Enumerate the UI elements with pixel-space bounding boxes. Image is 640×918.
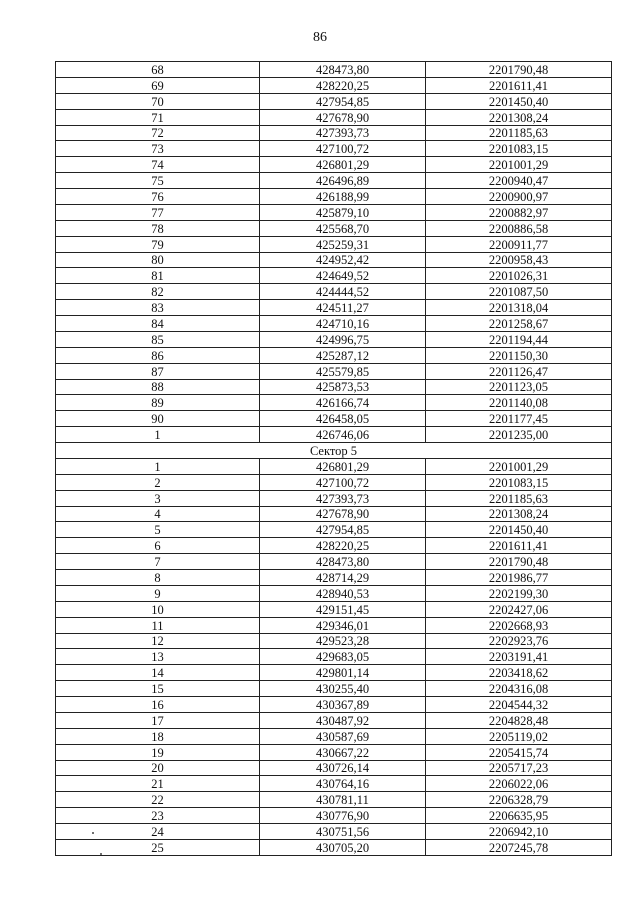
y-coordinate-cell: 2201308,24 bbox=[426, 109, 612, 125]
y-coordinate-cell: 2201790,48 bbox=[426, 62, 612, 78]
y-coordinate-cell: 2200882,97 bbox=[426, 204, 612, 220]
table-row bbox=[56, 633, 612, 649]
y-coordinate-cell: 2204544,32 bbox=[426, 697, 612, 713]
y-coordinate-cell: 2201083,15 bbox=[426, 141, 612, 157]
section-row bbox=[56, 443, 612, 459]
y-coordinate-cell: 2203191,41 bbox=[426, 649, 612, 665]
point-number-cell: 22 bbox=[56, 792, 260, 808]
table-row bbox=[56, 141, 612, 157]
x-coordinate-cell: 427393,73 bbox=[260, 125, 426, 141]
table-row bbox=[56, 62, 612, 78]
point-number-cell: 72 bbox=[56, 125, 260, 141]
coordinates-table bbox=[55, 61, 612, 856]
x-coordinate-cell: 424649,52 bbox=[260, 268, 426, 284]
y-coordinate-cell: 2202923,76 bbox=[426, 633, 612, 649]
x-coordinate-cell: 430587,69 bbox=[260, 728, 426, 744]
table-row bbox=[56, 252, 612, 268]
y-coordinate-cell: 2201083,15 bbox=[426, 474, 612, 490]
table-row bbox=[56, 189, 612, 205]
table-row bbox=[56, 570, 612, 586]
table-row bbox=[56, 93, 612, 109]
x-coordinate-cell: 428940,53 bbox=[260, 585, 426, 601]
y-coordinate-cell: 2200911,77 bbox=[426, 236, 612, 252]
scan-speck bbox=[100, 853, 102, 855]
table-row bbox=[56, 792, 612, 808]
x-coordinate-cell: 430255,40 bbox=[260, 681, 426, 697]
table-row bbox=[56, 125, 612, 141]
page-number: 86 bbox=[313, 30, 327, 45]
y-coordinate-cell: 2201450,40 bbox=[426, 93, 612, 109]
point-number-cell: 88 bbox=[56, 379, 260, 395]
x-coordinate-cell: 427678,90 bbox=[260, 506, 426, 522]
point-number-cell: 87 bbox=[56, 363, 260, 379]
point-number-cell: 7 bbox=[56, 554, 260, 570]
y-coordinate-cell: 2200886,58 bbox=[426, 220, 612, 236]
y-coordinate-cell: 2201123,05 bbox=[426, 379, 612, 395]
point-number-cell: 3 bbox=[56, 490, 260, 506]
table-row bbox=[56, 728, 612, 744]
table-row bbox=[56, 411, 612, 427]
table-row bbox=[56, 236, 612, 252]
y-coordinate-cell: 2200958,43 bbox=[426, 252, 612, 268]
point-number-cell: 77 bbox=[56, 204, 260, 220]
x-coordinate-cell: 424511,27 bbox=[260, 300, 426, 316]
x-coordinate-cell: 425873,53 bbox=[260, 379, 426, 395]
y-coordinate-cell: 2206635,95 bbox=[426, 808, 612, 824]
y-coordinate-cell: 2201308,24 bbox=[426, 506, 612, 522]
table-row bbox=[56, 474, 612, 490]
y-coordinate-cell: 2201450,40 bbox=[426, 522, 612, 538]
table-row bbox=[56, 331, 612, 347]
x-coordinate-cell: 424952,42 bbox=[260, 252, 426, 268]
x-coordinate-cell: 430726,14 bbox=[260, 760, 426, 776]
y-coordinate-cell: 2201026,31 bbox=[426, 268, 612, 284]
point-number-cell: 14 bbox=[56, 665, 260, 681]
table-row bbox=[56, 554, 612, 570]
y-coordinate-cell: 2206942,10 bbox=[426, 824, 612, 840]
table-row bbox=[56, 77, 612, 93]
x-coordinate-cell: 427678,90 bbox=[260, 109, 426, 125]
x-coordinate-cell: 427100,72 bbox=[260, 474, 426, 490]
y-coordinate-cell: 2201790,48 bbox=[426, 554, 612, 570]
point-number-cell: 25 bbox=[56, 839, 260, 855]
x-coordinate-cell: 424444,52 bbox=[260, 284, 426, 300]
y-coordinate-cell: 2204828,48 bbox=[426, 712, 612, 728]
point-number-cell: 4 bbox=[56, 506, 260, 522]
y-coordinate-cell: 2202668,93 bbox=[426, 617, 612, 633]
x-coordinate-cell: 430705,20 bbox=[260, 839, 426, 855]
point-number-cell: 21 bbox=[56, 776, 260, 792]
table-body-top bbox=[56, 62, 612, 443]
point-number-cell: 2 bbox=[56, 474, 260, 490]
x-coordinate-cell: 426458,05 bbox=[260, 411, 426, 427]
table-row bbox=[56, 173, 612, 189]
point-number-cell: 12 bbox=[56, 633, 260, 649]
x-coordinate-cell: 429801,14 bbox=[260, 665, 426, 681]
table-row bbox=[56, 109, 612, 125]
point-number-cell: 15 bbox=[56, 681, 260, 697]
point-number-cell: 24 bbox=[56, 824, 260, 840]
y-coordinate-cell: 2201001,29 bbox=[426, 157, 612, 173]
table-row bbox=[56, 379, 612, 395]
point-number-cell: 83 bbox=[56, 300, 260, 316]
y-coordinate-cell: 2201001,29 bbox=[426, 458, 612, 474]
x-coordinate-cell: 425568,70 bbox=[260, 220, 426, 236]
x-coordinate-cell: 426801,29 bbox=[260, 458, 426, 474]
table-row bbox=[56, 427, 612, 443]
y-coordinate-cell: 2205415,74 bbox=[426, 744, 612, 760]
table-row bbox=[56, 347, 612, 363]
x-coordinate-cell: 429683,05 bbox=[260, 649, 426, 665]
x-coordinate-cell: 424710,16 bbox=[260, 316, 426, 332]
point-number-cell: 6 bbox=[56, 538, 260, 554]
table-row bbox=[56, 776, 612, 792]
x-coordinate-cell: 427100,72 bbox=[260, 141, 426, 157]
table-row bbox=[56, 363, 612, 379]
x-coordinate-cell: 430487,92 bbox=[260, 712, 426, 728]
x-coordinate-cell: 426166,74 bbox=[260, 395, 426, 411]
x-coordinate-cell: 430764,16 bbox=[260, 776, 426, 792]
point-number-cell: 74 bbox=[56, 157, 260, 173]
point-number-cell: 89 bbox=[56, 395, 260, 411]
table-body-bottom bbox=[56, 458, 612, 855]
point-number-cell: 9 bbox=[56, 585, 260, 601]
y-coordinate-cell: 2201126,47 bbox=[426, 363, 612, 379]
point-number-cell: 79 bbox=[56, 236, 260, 252]
table-row bbox=[56, 824, 612, 840]
y-coordinate-cell: 2201611,41 bbox=[426, 538, 612, 554]
table-row bbox=[56, 538, 612, 554]
point-number-cell: 82 bbox=[56, 284, 260, 300]
point-number-cell: 81 bbox=[56, 268, 260, 284]
y-coordinate-cell: 2205717,23 bbox=[426, 760, 612, 776]
table-row bbox=[56, 585, 612, 601]
y-coordinate-cell: 2205119,02 bbox=[426, 728, 612, 744]
y-coordinate-cell: 2201185,63 bbox=[426, 125, 612, 141]
point-number-cell: 84 bbox=[56, 316, 260, 332]
point-number-cell: 16 bbox=[56, 697, 260, 713]
y-coordinate-cell: 2201235,00 bbox=[426, 427, 612, 443]
point-number-cell: 90 bbox=[56, 411, 260, 427]
x-coordinate-cell: 427954,85 bbox=[260, 522, 426, 538]
x-coordinate-cell: 425879,10 bbox=[260, 204, 426, 220]
y-coordinate-cell: 2201150,30 bbox=[426, 347, 612, 363]
point-number-cell: 78 bbox=[56, 220, 260, 236]
table-row bbox=[56, 617, 612, 633]
table-row bbox=[56, 808, 612, 824]
x-coordinate-cell: 425259,31 bbox=[260, 236, 426, 252]
y-coordinate-cell: 2201194,44 bbox=[426, 331, 612, 347]
point-number-cell: 18 bbox=[56, 728, 260, 744]
x-coordinate-cell: 426188,99 bbox=[260, 189, 426, 205]
point-number-cell: 13 bbox=[56, 649, 260, 665]
table-row bbox=[56, 697, 612, 713]
x-coordinate-cell: 429523,28 bbox=[260, 633, 426, 649]
x-coordinate-cell: 428220,25 bbox=[260, 77, 426, 93]
x-coordinate-cell: 430781,11 bbox=[260, 792, 426, 808]
table-row bbox=[56, 522, 612, 538]
table-row bbox=[56, 601, 612, 617]
point-number-cell: 23 bbox=[56, 808, 260, 824]
x-coordinate-cell: 428220,25 bbox=[260, 538, 426, 554]
x-coordinate-cell: 429346,01 bbox=[260, 617, 426, 633]
scan-speck bbox=[92, 832, 94, 834]
table-row bbox=[56, 204, 612, 220]
point-number-cell: 73 bbox=[56, 141, 260, 157]
point-number-cell: 70 bbox=[56, 93, 260, 109]
x-coordinate-cell: 430751,56 bbox=[260, 824, 426, 840]
table-row bbox=[56, 220, 612, 236]
y-coordinate-cell: 2202199,30 bbox=[426, 585, 612, 601]
point-number-cell: 1 bbox=[56, 427, 260, 443]
point-number-cell: 68 bbox=[56, 62, 260, 78]
x-coordinate-cell: 426746,06 bbox=[260, 427, 426, 443]
table-row bbox=[56, 681, 612, 697]
y-coordinate-cell: 2203418,62 bbox=[426, 665, 612, 681]
x-coordinate-cell: 427393,73 bbox=[260, 490, 426, 506]
section-title: Сектор 5 bbox=[56, 443, 612, 459]
y-coordinate-cell: 2207245,78 bbox=[426, 839, 612, 855]
y-coordinate-cell: 2201611,41 bbox=[426, 77, 612, 93]
point-number-cell: 76 bbox=[56, 189, 260, 205]
y-coordinate-cell: 2201318,04 bbox=[426, 300, 612, 316]
point-number-cell: 75 bbox=[56, 173, 260, 189]
y-coordinate-cell: 2201087,50 bbox=[426, 284, 612, 300]
point-number-cell: 5 bbox=[56, 522, 260, 538]
x-coordinate-cell: 426496,89 bbox=[260, 173, 426, 189]
table-row bbox=[56, 316, 612, 332]
x-coordinate-cell: 429151,45 bbox=[260, 601, 426, 617]
point-number-cell: 8 bbox=[56, 570, 260, 586]
point-number-cell: 69 bbox=[56, 77, 260, 93]
x-coordinate-cell: 425287,12 bbox=[260, 347, 426, 363]
y-coordinate-cell: 2201258,67 bbox=[426, 316, 612, 332]
y-coordinate-cell: 2201986,77 bbox=[426, 570, 612, 586]
table-row bbox=[56, 760, 612, 776]
y-coordinate-cell: 2200900,97 bbox=[426, 189, 612, 205]
point-number-cell: 20 bbox=[56, 760, 260, 776]
y-coordinate-cell: 2206328,79 bbox=[426, 792, 612, 808]
table-row bbox=[56, 490, 612, 506]
x-coordinate-cell: 426801,29 bbox=[260, 157, 426, 173]
x-coordinate-cell: 425579,85 bbox=[260, 363, 426, 379]
table-row bbox=[56, 284, 612, 300]
y-coordinate-cell: 2201177,45 bbox=[426, 411, 612, 427]
x-coordinate-cell: 430367,89 bbox=[260, 697, 426, 713]
point-number-cell: 80 bbox=[56, 252, 260, 268]
y-coordinate-cell: 2201140,08 bbox=[426, 395, 612, 411]
point-number-cell: 17 bbox=[56, 712, 260, 728]
table-row bbox=[56, 458, 612, 474]
table-row bbox=[56, 300, 612, 316]
x-coordinate-cell: 427954,85 bbox=[260, 93, 426, 109]
point-number-cell: 19 bbox=[56, 744, 260, 760]
y-coordinate-cell: 2201185,63 bbox=[426, 490, 612, 506]
point-number-cell: 1 bbox=[56, 458, 260, 474]
x-coordinate-cell: 424996,75 bbox=[260, 331, 426, 347]
table-row bbox=[56, 712, 612, 728]
table-row bbox=[56, 268, 612, 284]
y-coordinate-cell: 2206022,06 bbox=[426, 776, 612, 792]
y-coordinate-cell: 2204316,08 bbox=[426, 681, 612, 697]
point-number-cell: 11 bbox=[56, 617, 260, 633]
table-row bbox=[56, 157, 612, 173]
table-row bbox=[56, 744, 612, 760]
table-row bbox=[56, 839, 612, 855]
x-coordinate-cell: 430667,22 bbox=[260, 744, 426, 760]
x-coordinate-cell: 428473,80 bbox=[260, 62, 426, 78]
point-number-cell: 10 bbox=[56, 601, 260, 617]
x-coordinate-cell: 430776,90 bbox=[260, 808, 426, 824]
x-coordinate-cell: 428714,29 bbox=[260, 570, 426, 586]
table-row bbox=[56, 649, 612, 665]
y-coordinate-cell: 2202427,06 bbox=[426, 601, 612, 617]
table-row bbox=[56, 665, 612, 681]
point-number-cell: 85 bbox=[56, 331, 260, 347]
table-row bbox=[56, 506, 612, 522]
x-coordinate-cell: 428473,80 bbox=[260, 554, 426, 570]
table-row bbox=[56, 395, 612, 411]
point-number-cell: 71 bbox=[56, 109, 260, 125]
y-coordinate-cell: 2200940,47 bbox=[426, 173, 612, 189]
point-number-cell: 86 bbox=[56, 347, 260, 363]
